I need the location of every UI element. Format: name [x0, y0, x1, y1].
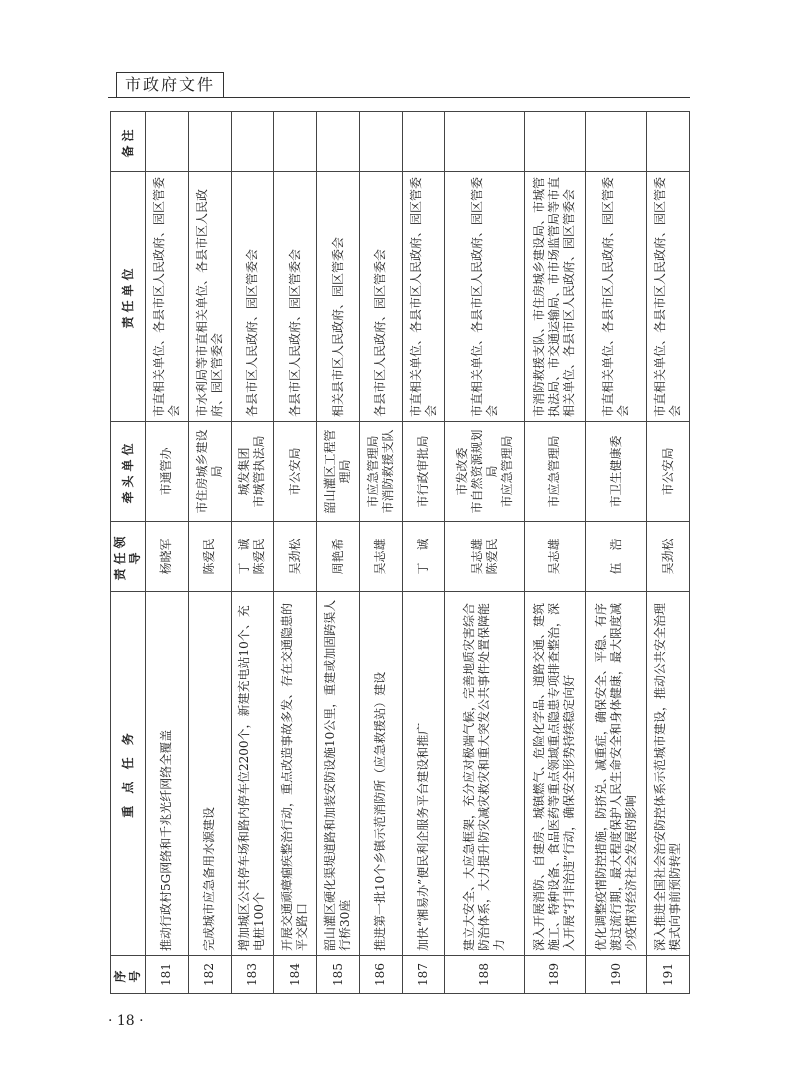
lead-unit-name: 市发改委 [454, 447, 469, 496]
lead-unit-name: 市城管执法局 [252, 435, 267, 508]
responsible-leader [524, 522, 585, 592]
responsible-leader [317, 522, 360, 592]
row-number: 182 [188, 956, 231, 994]
note-cell [274, 112, 317, 172]
lead-unit-name: 市公安局 [660, 447, 675, 496]
page-number: · 18 · [108, 1013, 144, 1029]
lead-unit-name: 市应急管理局 [365, 435, 380, 508]
leader-name: 陈爱民 [252, 538, 267, 575]
task-text: 推动行政村5G网络和千兆光纤网络全覆盖 [146, 592, 189, 956]
responsible-leader [146, 522, 189, 592]
leader-name: 陈爱民 [202, 538, 217, 575]
table-row [445, 112, 524, 994]
col-header-task: 重 点 任 务 [111, 592, 146, 956]
row-number: 188 [445, 956, 524, 994]
col-header-leader: 责任领导 [111, 522, 146, 592]
task-text: 加快“湘易办”便民利企服务平台建设和推广 [402, 592, 445, 956]
task-text: 完成城市应急备用水源建设 [188, 592, 231, 956]
lead-unit-name: 市行政审批局 [416, 435, 431, 508]
responsible-units: 各县市区人民政府、园区管委会 [359, 172, 402, 422]
lead-unit-name: 韶山灌区工程管理局 [323, 429, 353, 514]
table-row [359, 112, 402, 994]
lead-unit-name: 市住房城乡建设局 [194, 429, 224, 514]
rotated-table-wrapper [110, 112, 690, 994]
table-row [146, 112, 189, 994]
responsible-units: 市直相关单位、各县市区人民政府、园区管委会 [146, 172, 189, 422]
lead-unit [359, 422, 402, 522]
lead-unit-name: 市卫生健康委 [608, 435, 623, 508]
leader-name: 杨晓军 [159, 538, 174, 575]
table-row [231, 112, 274, 994]
row-number: 186 [359, 956, 402, 994]
lead-unit [402, 422, 445, 522]
leader-name: 伍 浩 [608, 538, 623, 575]
lead-unit-name: 城发集团 [237, 447, 252, 496]
document-header-label: 市政府文件 [116, 72, 224, 98]
row-number: 190 [586, 956, 647, 994]
leader-name: 吴劲松 [287, 538, 302, 575]
table-row [402, 112, 445, 994]
table-row [586, 112, 647, 994]
lead-unit [524, 422, 585, 522]
lead-unit [231, 422, 274, 522]
leader-name: 吴志雄 [547, 538, 562, 575]
responsible-units: 市直相关单位、各县市区人民政府、园区管委会 [402, 172, 445, 422]
lead-unit [188, 422, 231, 522]
lead-unit [647, 422, 690, 522]
task-text: 优化调整疫情防控措施，防挤兑、减重症，确保安全、平稳、有序渡过流行期，最大程度保护人民生命安全和身体健康，最大限度减少疫情对经济社会发展的影响 [586, 592, 647, 956]
row-number: 183 [231, 956, 274, 994]
leader-name: 丁 诚 [416, 538, 431, 575]
leader-name: 吴劲松 [660, 538, 675, 575]
task-table [110, 111, 690, 994]
note-cell [445, 112, 524, 172]
lead-unit-name: 市公安局 [287, 447, 302, 496]
table-row [317, 112, 360, 994]
responsible-units: 市水利局等市直相关单位、各县市区人民政府、园区管委会 [188, 172, 231, 422]
responsible-leader [231, 522, 274, 592]
col-header-resp-unit: 责任单位 [111, 172, 146, 422]
note-cell [586, 112, 647, 172]
note-cell [317, 112, 360, 172]
leader-name: 周艳希 [330, 538, 345, 575]
task-text: 韶山灌区硬化渠堤道路和加装安防设施10公里，重建或加固跨渠人行桥30座 [317, 592, 360, 956]
leader-name: 吴志雄 [469, 538, 484, 575]
col-header-note: 备注 [111, 112, 146, 172]
lead-unit-name: 市应急管理局 [547, 435, 562, 508]
lead-unit-name: 市消防救援支队 [380, 429, 395, 514]
table-row [274, 112, 317, 994]
lead-unit [317, 422, 360, 522]
responsible-leader [402, 522, 445, 592]
task-text: 推进第一批10个乡镇示范消防所（应急救援站）建设 [359, 592, 402, 956]
lead-unit [146, 422, 189, 522]
lead-unit-name: 市应急管理局 [499, 435, 514, 508]
note-cell [188, 112, 231, 172]
leader-name: 吴志雄 [373, 538, 388, 575]
note-cell [231, 112, 274, 172]
responsible-units: 各县市区人民政府、园区管委会 [274, 172, 317, 422]
leader-name: 丁 诚 [237, 538, 252, 575]
responsible-leader [188, 522, 231, 592]
row-number: 185 [317, 956, 360, 994]
note-cell [647, 112, 690, 172]
row-number: 181 [146, 956, 189, 994]
responsible-leader [359, 522, 402, 592]
lead-unit-name: 市自然资源规划局 [469, 429, 499, 514]
note-cell [146, 112, 189, 172]
responsible-leader [586, 522, 647, 592]
col-header-no: 序号 [111, 956, 146, 994]
header-rule [108, 97, 690, 98]
task-text: 增加城区公共停车场和路内停车位2200个，新建充电站10个、充电桩100个 [231, 592, 274, 956]
responsible-units: 相关县市区人民政府、园区管委会 [317, 172, 360, 422]
responsible-leader [274, 522, 317, 592]
task-text: 深入推进全国社会治安防控体系示范城市建设，推动公共安全治理模式向事前预防转型 [647, 592, 690, 956]
note-cell [402, 112, 445, 172]
responsible-units: 各县市区人民政府、园区管委会 [231, 172, 274, 422]
task-text: 深入开展消防、自建房、城镇燃气、危险化学品、道路交通、建筑施工、特种设备、食品医药等重点领域重点隐患专项排查整治，深入开展“打非治违”行动，确保安全形势持续稳定向好 [524, 592, 585, 956]
task-text: 开展交通顽瘴痼疾整治行动，重点改造事故多发、存在交通隐患的平交路口 [274, 592, 317, 956]
table-row [524, 112, 585, 994]
lead-unit [274, 422, 317, 522]
lead-unit-name: 市通管办 [159, 447, 174, 496]
responsible-units: 市直相关单位、各县市区人民政府、园区管委会 [647, 172, 690, 422]
note-cell [524, 112, 585, 172]
table-area [110, 112, 690, 994]
table-row [647, 112, 690, 994]
row-number: 191 [647, 956, 690, 994]
row-number: 189 [524, 956, 585, 994]
responsible-units: 市消防救援支队、市住房城乡建设局、市城管执法局、市交通运输局、市市场监管局等市直相关单位、各县市区人民政府、园区管委会 [524, 172, 585, 422]
col-header-lead-unit: 牵头单位 [111, 422, 146, 522]
row-number: 184 [274, 956, 317, 994]
responsible-units: 市直相关单位、各县市区人民政府、园区管委会 [586, 172, 647, 422]
table-row [188, 112, 231, 994]
lead-unit [586, 422, 647, 522]
responsible-units: 市直相关单位、各县市区人民政府、园区管委会 [445, 172, 524, 422]
task-text: 建立大安全、大应急框架，充分应对极端气候，完善地质灾害综合防治体系，大力提升防灾减灾救灾和重大突发公共事件处置保障能力 [445, 592, 524, 956]
lead-unit [445, 422, 524, 522]
table-header-row [111, 112, 146, 994]
row-number: 187 [402, 956, 445, 994]
note-cell [359, 112, 402, 172]
responsible-leader [445, 522, 524, 592]
responsible-leader [647, 522, 690, 592]
leader-name: 陈爱民 [484, 538, 499, 575]
